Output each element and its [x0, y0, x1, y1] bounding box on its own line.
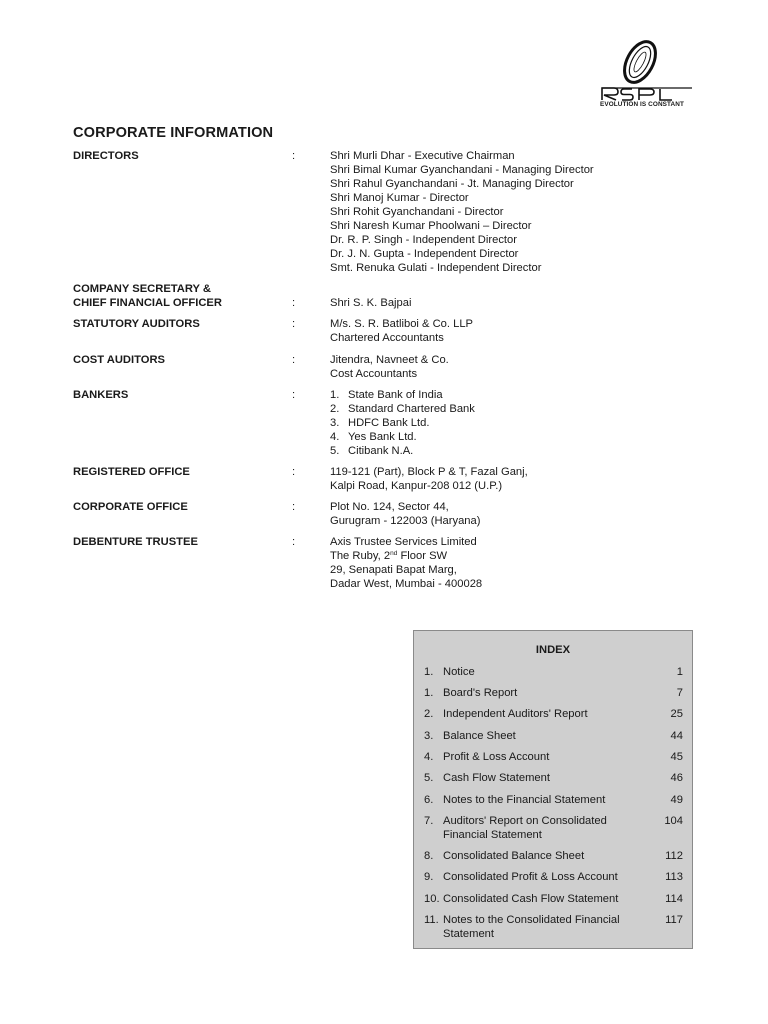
index-item-label: Auditors' Report on Consolidated Financial Statement [443, 815, 607, 841]
index-item-label: Consolidated Balance Sheet [443, 850, 585, 862]
bank-name: State Bank of India [348, 389, 443, 401]
statutory-auditors-value [330, 317, 473, 345]
cost-auditors-value [330, 353, 449, 381]
address-line: Dadar West, Mumbai - 400028 [330, 578, 483, 590]
colon: : [292, 536, 296, 548]
value-line: Chartered Accountants [330, 332, 444, 344]
index-item-page: 45 [670, 751, 683, 763]
index-item-label: Notes to the Financial Statement [443, 794, 606, 806]
bank-name: Citibank N.A. [348, 445, 414, 457]
bank-name: Yes Bank Ltd. [348, 431, 417, 443]
registered-office-label: REGISTERED OFFICE [73, 466, 190, 478]
index-item-label: Notes to the Consolidated Financial Statement [443, 914, 620, 940]
director-name: Shri Murli Dhar - Executive Chairman [330, 150, 515, 162]
address-part: The Ruby, 2 [330, 550, 391, 562]
index-item-page: 49 [670, 794, 683, 806]
director-name: Shri Rahul Gyanchandani - Jt. Managing Director [330, 178, 574, 190]
corporate-office-address [330, 500, 480, 528]
director-name: Shri Bimal Kumar Gyanchandani - Managing Director [330, 164, 594, 176]
director-name: Dr. J. N. Gupta - Independent Director [330, 248, 519, 260]
index-item-page: 46 [670, 772, 683, 784]
index-item-page: 104 [664, 815, 683, 827]
director-name: Dr. R. P. Singh - Independent Director [330, 234, 517, 246]
index-item-page: 7 [676, 687, 683, 699]
index-item-number: 2. [424, 708, 434, 720]
index-box [413, 630, 693, 949]
address-line: 29, Senapati Bapat Marg, [330, 564, 457, 576]
directors-list [330, 149, 594, 275]
company-secretary-label-line: COMPANY SECRETARY & [73, 283, 211, 295]
index-item-page: 114 [665, 893, 683, 905]
value-line: M/s. S. R. Batliboi & Co. LLP [330, 318, 474, 330]
statutory-auditors-label: STATUTORY AUDITORS [73, 318, 200, 330]
index-item-number: 1. [424, 666, 434, 678]
bank-item [330, 416, 475, 430]
colon: : [292, 318, 296, 330]
registered-office-address [330, 465, 528, 493]
debenture-trustee-label: DEBENTURE TRUSTEE [73, 536, 198, 548]
index-item-number: 3. [424, 730, 434, 742]
index-item-label: Notice [443, 666, 475, 678]
index-item-number: 10. [424, 893, 440, 905]
page-title: CORPORATE INFORMATION [73, 125, 274, 141]
index-item-number: 8. [424, 850, 434, 862]
bank-number: 1. [330, 389, 340, 401]
index-item-label: Balance Sheet [443, 730, 516, 742]
bankers-label: BANKERS [73, 389, 129, 401]
index-item-number: 11. [424, 914, 439, 926]
index-title: INDEX [535, 644, 571, 656]
cost-auditors-label: COST AUDITORS [73, 354, 165, 366]
address-line: Kalpi Road, Kanpur-208 012 (U.P.) [330, 480, 503, 492]
index-item-page: 44 [670, 730, 683, 742]
director-name: Shri Manoj Kumar - Director [330, 192, 469, 204]
colon: : [292, 297, 296, 309]
colon: : [292, 389, 296, 401]
bankers-list [330, 388, 475, 458]
index-item-number: 7. [424, 815, 434, 827]
bank-item [330, 430, 475, 444]
bank-number: 3. [330, 417, 340, 429]
bank-item [330, 388, 475, 402]
colon: : [292, 501, 296, 513]
index-item-label: Consolidated Cash Flow Statement [443, 893, 619, 905]
bank-name: HDFC Bank Ltd. [348, 417, 430, 429]
bank-name: Standard Chartered Bank [348, 403, 475, 415]
index-item-label: Consolidated Profit & Loss Account [443, 871, 618, 883]
debenture-trustee-address [330, 535, 482, 591]
bank-number: 4. [330, 431, 340, 443]
colon: : [292, 466, 296, 478]
address-line: Plot No. 124, Sector 44, [330, 501, 449, 513]
index-item-number: 1. [424, 687, 434, 699]
index-item-label: Cash Flow Statement [443, 772, 550, 784]
value-line: Jitendra, Navneet & Co. [330, 354, 449, 366]
bank-item [330, 402, 475, 416]
corporate-office-label: CORPORATE OFFICE [73, 501, 188, 513]
company-secretary-label [73, 282, 222, 310]
index-item-page: 117 [665, 914, 683, 926]
director-name: Shri Rohit Gyanchandani - Director [330, 206, 504, 218]
directors-label: DIRECTORS [73, 150, 139, 162]
index-item-number: 4. [424, 751, 434, 763]
colon: : [292, 354, 296, 366]
bank-number: 2. [330, 403, 340, 415]
index-item-page: 1 [676, 666, 683, 678]
ordinal-suffix: nd [390, 550, 398, 557]
index-item-number: 6. [424, 794, 434, 806]
company-secretary-value [330, 296, 411, 310]
value-line: Cost Accountants [330, 368, 418, 380]
index-item-label: Profit & Loss Account [443, 751, 550, 763]
address-line [330, 549, 482, 563]
index-item-label: Board's Report [443, 687, 518, 699]
address-line: Axis Trustee Services Limited [330, 536, 477, 548]
company-secretary-name: Shri S. K. Bajpai [330, 297, 412, 309]
address-line: 119-121 (Part), Block P & T, Fazal Ganj, [330, 466, 528, 478]
colon: : [292, 150, 296, 162]
logo-tagline: EVOLUTION IS CONSTANT [600, 101, 684, 108]
director-name: Shri Naresh Kumar Phoolwani – Director [330, 220, 532, 232]
index-item-number: 5. [424, 772, 434, 784]
index-item-label: Independent Auditors' Report [443, 708, 588, 720]
index-item-page: 25 [670, 708, 683, 720]
company-secretary-label-line: CHIEF FINANCIAL OFFICER [73, 297, 222, 309]
address-part: Floor SW [397, 550, 448, 562]
address-line: Gurugram - 122003 (Haryana) [330, 515, 481, 527]
index-item-page: 112 [665, 850, 683, 862]
bank-number: 5. [330, 445, 340, 457]
bank-item [330, 444, 475, 458]
index-item-number: 9. [424, 871, 434, 883]
index-item-page: 113 [665, 871, 683, 883]
director-name: Smt. Renuka Gulati - Independent Director [330, 262, 542, 274]
